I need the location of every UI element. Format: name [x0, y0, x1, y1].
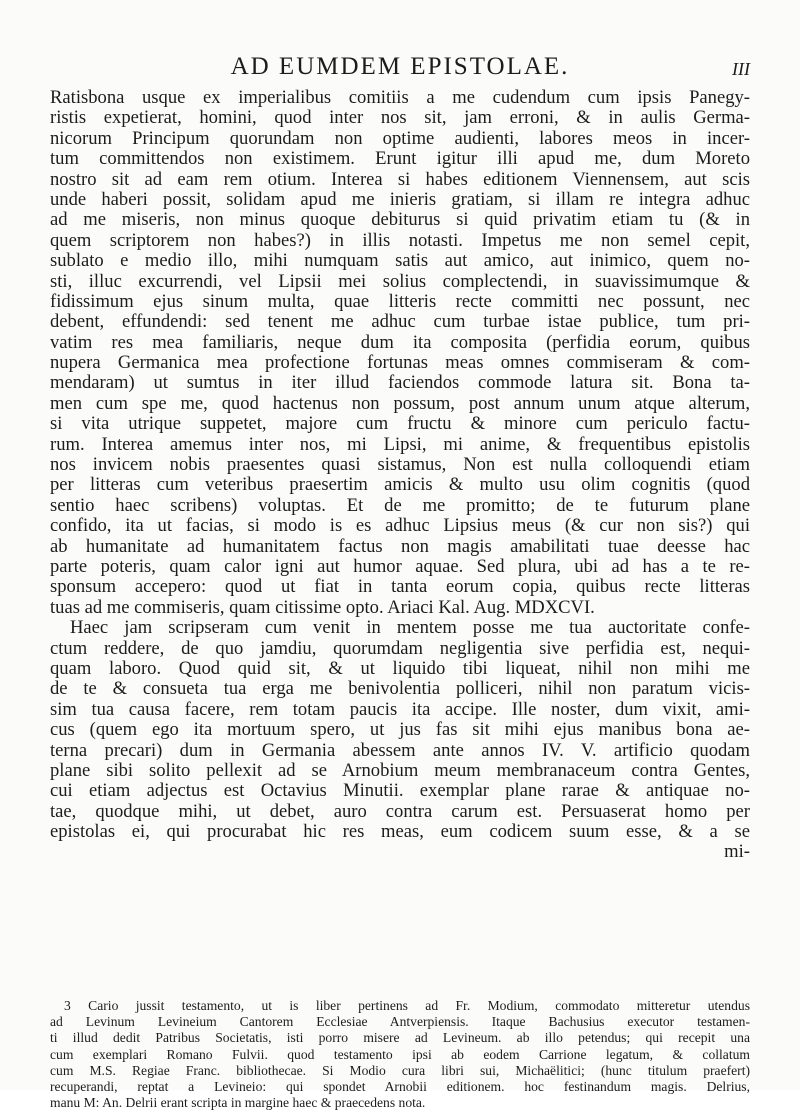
- text-line: epistolas ei, qui procurabat hic res meas, eum codicem suum esse, & a se: [50, 822, 750, 843]
- text-line: nupera Germanica mea profectione fortunas meas omnes commiseram & com-: [50, 353, 750, 374]
- footnote-line: recuperandi, reptat a Levineio: qui spondet Arnobii editionem. hoc festinandum magis. Delrius,: [50, 1078, 750, 1094]
- footnote-line: cum exemplari Romano Fulvii. quod testamento ipsi ab eodem Carrione legatum, & collatum: [50, 1046, 750, 1062]
- text-line: ristis expetierat, homini, quod inter nos sit, jam erroni, & in aulis Germa-: [50, 108, 750, 129]
- text-line: si vita utrique suppetet, majore cum fructu & minore cum periculo factu-: [50, 414, 750, 435]
- text-line: men cum spe me, quod hactenus non possum, post annum unum atque alterum,: [50, 393, 750, 414]
- footnote-line: ad Levinum Levineium Cantorem Ecclesiae Antverpiensis. Itaque Bachusius executor testamen-: [50, 1014, 750, 1030]
- footnote: [50, 998, 750, 1111]
- text-line: sti, illuc excurrendi, vel Lipsii mei solius complectendi, in suavissimumque &: [50, 271, 750, 292]
- text-line: parte poteris, quam calor igni aut humor aquae. Sed plura, ubi ad has a te re-: [50, 556, 750, 577]
- text-line: tuas ad me commiseris, quam citissime opto. Ariaci Kal. Aug. MDXCVI.: [50, 597, 595, 618]
- footnote-line: manu M: An. Delrii erant scripta in margine haec & praecedens nota.: [50, 1095, 426, 1111]
- main-text: [50, 88, 750, 863]
- text-line: terna precari) dum in Germania abessem ante annos IV. V. artificio quodam: [50, 740, 750, 761]
- footnote-line: ti illud dedit Patribus Societatis, isti porro misere ad Levineum. ab illo petendus; qui recepit una: [50, 1030, 750, 1046]
- text-line: de te & consueta tua erga me benivolentia polliceri, nihil non paratum vicis-: [50, 679, 750, 700]
- footnote-line: cum M.S. Regiae Franc. bibliothecae. Si Modio cura libri sui, Michaëlitici; (hunc titulum praefert): [50, 1062, 750, 1078]
- text-line: ctum reddere, de quo jamdiu, quorumdam negligentia sive perfidia est, nequi-: [50, 638, 750, 659]
- text-line: sponsum accepero: quod ut fiat in tanta eorum copia, quibus recte litteras: [50, 577, 750, 598]
- text-line: quem scriptorem non habes?) in illis notasti. Impetus me non semel cepit,: [50, 230, 750, 251]
- text-line: quam laboro. Quod quid sit, & ut liquido tibi liqueat, nihil non mihi me: [50, 658, 750, 679]
- running-header: [50, 52, 750, 82]
- text-line: cus (quem ego ita mortuum spero, ut jus fas sit mihi ejus manibus bona ae-: [50, 720, 750, 741]
- text-line: debent, effundendi: sed tenent me adhuc cum turbae istae publice, tum pri-: [50, 312, 750, 333]
- text-line: rum. Interea amemus inter nos, mi Lipsi, mi anime, & frequentibus epistolis: [50, 434, 750, 455]
- text-line: per litteras cum veteribus praesertim amicis & multo usu olim cognitis (quod: [50, 475, 750, 496]
- text-line: Haec jam scripseram cum venit in mentem posse me tua auctoritate confe-: [70, 618, 750, 639]
- text-line: mendaram) ut sumtus in iter illud faciendos commode latura sit. Bona ta-: [50, 373, 750, 394]
- catchword: mi-: [724, 842, 750, 863]
- text-line: vatim res mea familiaris, neque dum ita composita (perfidia eorum, quibus: [50, 332, 750, 353]
- text-line: nos invicem nobis praesentes quasi sistamus, Non est nulla colloquendi etiam: [50, 455, 750, 476]
- text-line: confido, ita ut facias, si modo is es adhuc Lipsius meus (& cur non sis?) qui: [50, 516, 750, 537]
- text-line: tae, quodque mihi, ut debet, auro contra carum est. Persuaserat homo per: [50, 801, 750, 822]
- text-line: nicorum Principum quorundam non optime audienti, labores meos in incer-: [50, 128, 750, 149]
- text-line: unde haberi possit, solidam apud me inieris gratiam, si illam re integra adhuc: [50, 189, 750, 210]
- page-number: III: [732, 59, 750, 79]
- footnote-line: 3 Cario jussit testamento, ut is liber pertinens ad Fr. Modium, commodato mitteretur utendus: [64, 998, 750, 1013]
- text-line: tum committendos non existimem. Erunt igitur illi apud me, dum Moreto: [50, 149, 750, 170]
- running-title: AD EUMDEM EPISTOLAE.: [230, 53, 570, 80]
- text-line: Ratisbona usque ex imperialibus comitiis a me cudendum cum ipsis Panegy-: [50, 88, 750, 108]
- text-line: cui etiam adjectus est Octavius Minutii. exemplar plane rarae & antiquae no-: [50, 781, 750, 802]
- text-line: nostro sit ad eam rem otium. Interea si habes editionem Viennensem, aut scis: [50, 169, 750, 190]
- text-line: sublato e medio illo, mihi numquam satis aut amico, aut inimico, quem no-: [50, 251, 750, 272]
- text-line: sentio haec scribens) voluptas. Et de me promitto; de te futurum plane: [50, 495, 750, 516]
- text-line: ab humanitate ad humanitatem factus non magis amabilitati tuae deesse hac: [50, 536, 750, 557]
- text-line: ad me miseris, non minus quoque debiturus si quid privatim etiam tu (& in: [50, 210, 750, 231]
- text-line: fidissimum ejus sinum multa, quae litteris recte committi nec possunt, nec: [50, 291, 750, 312]
- text-line: sim tua causa facere, rem totam paucis ita accipe. Ille noster, dum vixit, ami-: [50, 699, 750, 720]
- text-line: plane sibi solito pellexit ad se Arnobium meum membranaceum contra Gentes,: [50, 760, 750, 781]
